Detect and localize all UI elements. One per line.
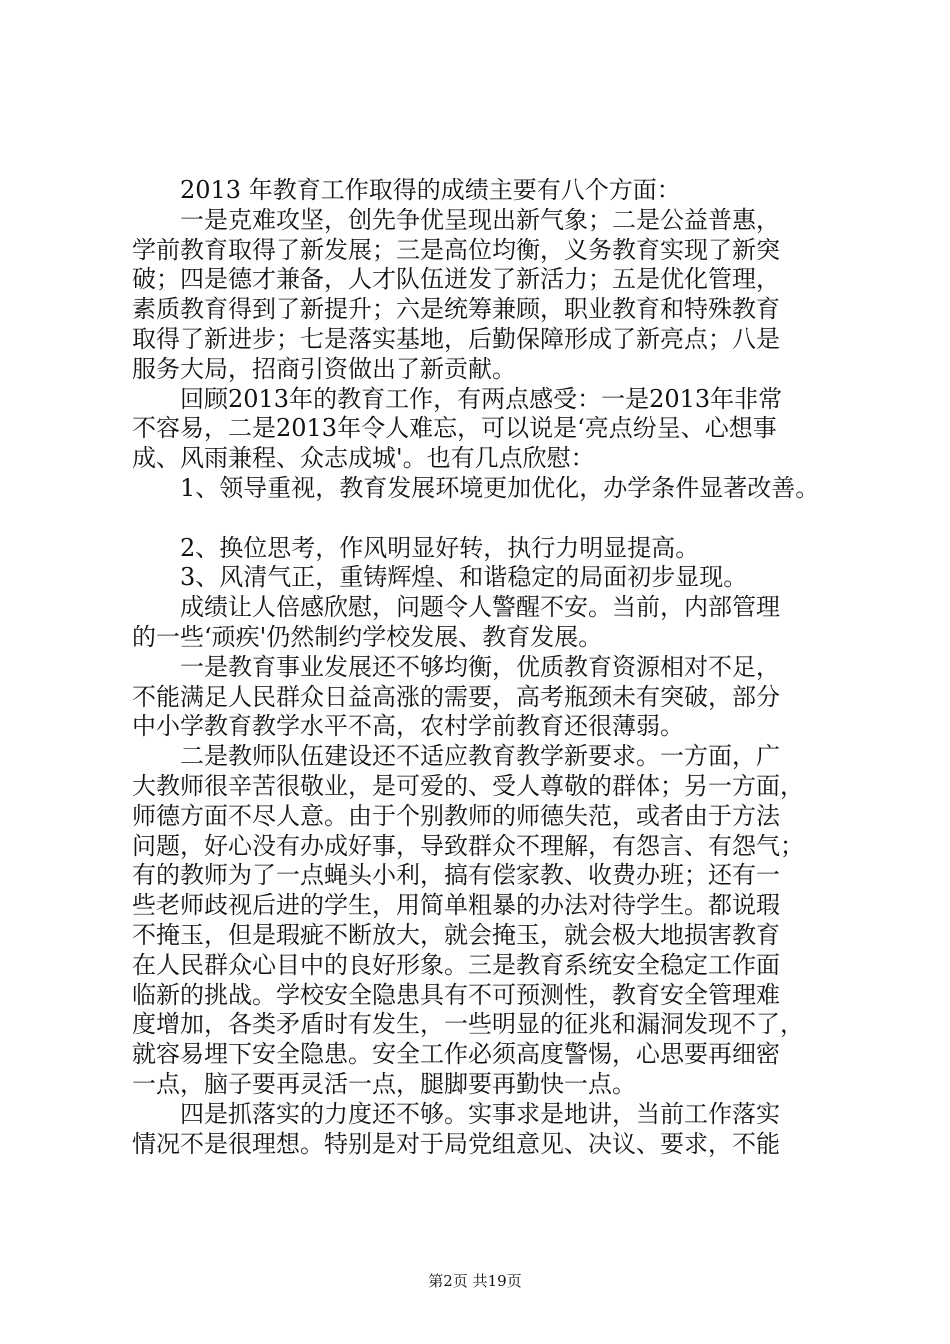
text-line: 大教师很辛苦很敬业，是可爱的、受人尊敬的群体；另一方面， (132, 771, 804, 800)
text-line: 问题，好心没有办成好事，导致群众不理解，有怨言、有怨气； (132, 831, 804, 860)
text-line: 临新的挑战。学校安全隐患具有不可预测性，教育安全管理难 (132, 980, 780, 1009)
text-line: 不掩玉，但是瑕疵不断放大，就会掩玉，就会极大地损害教育 (132, 920, 780, 949)
text-line: 3、风清气正，重铸辉煌、和谐稳定的局面初步显现。 (132, 563, 748, 592)
text-line: 有的教师为了一点蝇头小利，搞有偿家教、收费办班；还有一 (132, 861, 780, 890)
text-line: 一是克难攻坚，创先争优呈现出新气象；二是公益普惠， (132, 205, 780, 234)
text-line: 学前教育取得了新发展；三是高位均衡，义务教育实现了新突 (132, 235, 780, 264)
text-line: 四是抓落实的力度还不够。实事求是地讲，当前工作落实 (132, 1099, 780, 1128)
text-line: 1、领导重视，教育发展环境更加优化，办学条件显著改善。 (132, 473, 820, 502)
page-footer: 第2页 共19页 (428, 1272, 522, 1290)
text-line: 服务大局，招商引资做出了新贡献。 (132, 354, 516, 383)
text-line: 破；四是德才兼备，人才队伍迸发了新活力；五是优化管理， (132, 265, 780, 294)
text-line: 成绩让人倍感欣慰，问题令人警醒不安。当前，内部管理 (132, 593, 780, 622)
text-line: 2、换位思考，作风明显好转，执行力明显提高。 (132, 533, 700, 562)
text-line: 一点，脑子要再灵活一点，腿脚要再勤快一点。 (132, 1069, 636, 1098)
text-line: 在人民群众心目中的良好形象。三是教育系统安全稳定工作面 (132, 950, 780, 979)
text-line: 成、风雨兼程、众志成城'。也有几点欣慰： (132, 444, 595, 473)
text-line: 不容易，二是2013年令人难忘，可以说是‘亮点纷呈、心想事 (132, 414, 777, 443)
text-line: 就容易埋下安全隐患。安全工作必须高度警惕，心思要再细密 (132, 1040, 780, 1069)
text-line: 回顾2013年的教育工作，有两点感受：一是2013年非常 (132, 384, 783, 413)
text-line: 度增加，各类矛盾时有发生，一些明显的征兆和漏洞发现不了， (132, 1010, 804, 1039)
text-line: 师德方面不尽人意。由于个别教师的师德失范，或者由于方法 (132, 801, 780, 830)
text-line: 2013 年教育工作取得的成绩主要有八个方面： (132, 176, 681, 204)
text-line: 的一些‘顽疾'仍然制约学校发展、教育发展。 (132, 622, 603, 651)
text-line: 中小学教育教学水平不高，农村学前教育还很薄弱。 (132, 712, 684, 741)
text-line: 情况不是很理想。特别是对于局党组意见、决议、要求，不能 (132, 1129, 780, 1158)
text-line (132, 504, 832, 534)
text-line: 二是教师队伍建设还不适应教育教学新要求。一方面，广 (132, 742, 780, 771)
text-line: 素质教育得到了新提升；六是统筹兼顾，职业教育和特殊教育 (132, 295, 780, 324)
document-body (132, 176, 832, 1159)
text-line: 取得了新进步；七是落实基地，后勤保障形成了新亮点；八是 (132, 324, 780, 353)
text-line: 一是教育事业发展还不够均衡，优质教育资源相对不足， (132, 652, 780, 681)
text-line: 不能满足人民群众日益高涨的需要，高考瓶颈未有突破，部分 (132, 682, 780, 711)
text-line: 些老师歧视后进的学生，用简单粗暴的办法对待学生。都说瑕 (132, 891, 780, 920)
